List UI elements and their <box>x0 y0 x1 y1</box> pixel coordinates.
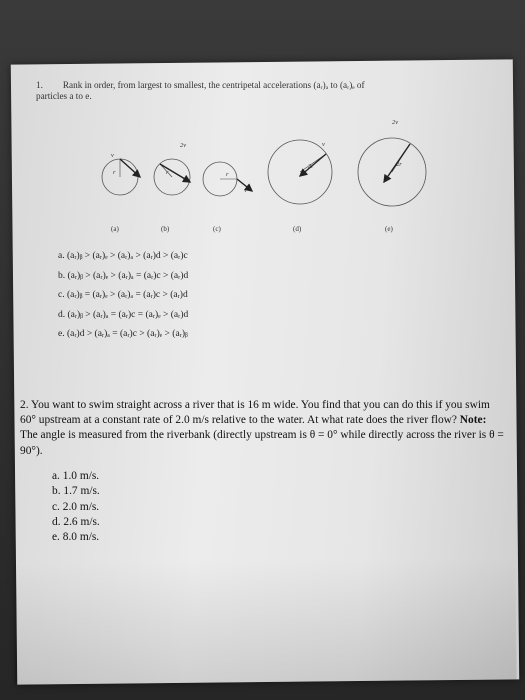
circular-motion-diagrams <box>0 112 525 242</box>
question-1-line-2: particles a to e. <box>36 91 92 101</box>
question-1-option-e[interactable]: e. (aᵣ)d > (aᵣ)ₐ = (aᵣ)c > (aᵣ)ₑ > (aᵣ)ᵦ <box>58 329 188 339</box>
figure-d <box>268 140 332 204</box>
question-1-line-1: Rank in order, from largest to smallest, the centripetal accelerations (aᵣ)ₐ to (aᵣ)ₑ of <box>62 80 365 90</box>
question-2-option-b[interactable]: b. 1.7 m/s. <box>52 485 100 498</box>
figure-c-label: (c) <box>213 225 221 233</box>
question-1-prompt <box>36 80 496 102</box>
figure-b-radius: r <box>166 169 169 176</box>
figure-c-radius: r <box>226 171 229 178</box>
figure-a <box>102 152 140 195</box>
figure-e-label: (e) <box>385 225 393 233</box>
figure-c-speed: v <box>244 187 247 194</box>
question-1-option-b[interactable]: b. (aᵣ)ᵦ > (aᵣ)ₑ > (aᵣ)ₐ = (aᵣ)c > (aᵣ)d <box>58 270 189 281</box>
figure-a-radius: r <box>113 169 116 176</box>
question-2-option-d[interactable]: d. 2.6 m/s. <box>52 515 100 528</box>
figure-a-speed: v <box>111 152 114 159</box>
question-2-note-label: Note: <box>459 414 487 427</box>
question-2-option-a[interactable]: a. 1.0 m/s. <box>52 470 100 482</box>
question-2-option-c[interactable]: c. 2.0 m/s. <box>52 500 100 513</box>
figure-c <box>203 162 252 196</box>
question-2-text: You want to swim straight across a river that is 16 m wide. You find that you can do this if you swim 60° upstream at a constant rate of 2.0 m/s relative to the water. At what rate does the river flow? <box>20 399 490 427</box>
question-2-prompt <box>20 398 506 459</box>
question-1-options <box>58 251 188 349</box>
figure-b-speed: 2v <box>180 142 187 149</box>
question-2-note-text: The angle is measured from the riverbank (directly upstream is θ = 0° while directly across the river is θ = 90°). <box>20 429 504 457</box>
figure-e-radius: 2r <box>396 161 402 168</box>
figure-d-radius: 2r <box>308 163 314 170</box>
question-1-option-a[interactable]: a. (aᵣ)ᵦ > (aᵣ)ₑ > (aᵣ)ₐ > (aᵣ)d > (aᵣ)c <box>58 251 188 261</box>
figure-a-label: (a) <box>111 225 119 233</box>
question-1-figures <box>0 112 525 242</box>
figure-b <box>154 142 190 195</box>
question-2-number: 2. <box>20 399 29 411</box>
question-2-options <box>52 470 100 546</box>
question-1-option-c[interactable]: c. (aᵣ)ᵦ = (aᵣ)ₑ > (aᵣ)ₐ = (aᵣ)c > (aᵣ)d <box>58 290 188 300</box>
figure-d-speed: v <box>322 141 325 148</box>
question-1-number: 1. <box>36 80 43 90</box>
figure-e <box>358 119 426 206</box>
question-2-option-e[interactable]: e. 8.0 m/s. <box>52 531 100 544</box>
figure-e-speed: 2v <box>392 119 399 126</box>
figure-b-label: (b) <box>161 225 170 233</box>
figure-d-label: (d) <box>293 225 302 233</box>
question-1-option-d[interactable]: d. (aᵣ)ᵦ > (aᵣ)ₐ = (aᵣ)c = (aᵣ)ₑ > (aᵣ)d <box>58 309 189 320</box>
